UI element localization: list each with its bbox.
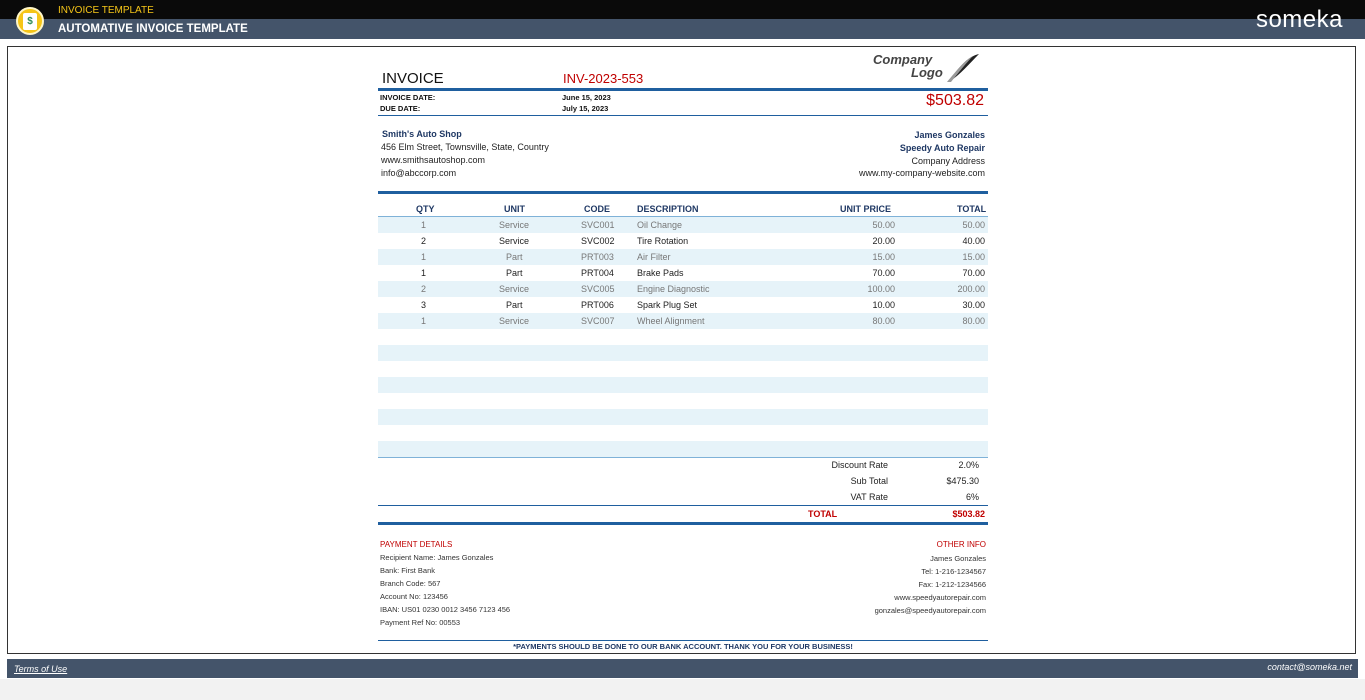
cell-qty: 3: [421, 300, 427, 310]
cell-total: 30.00: [962, 300, 985, 310]
other-fax: Fax: 1-212-1234566: [918, 580, 986, 589]
payment-branch: Branch Code: 567: [380, 579, 441, 588]
col-header-unit-price: UNIT PRICE: [840, 204, 892, 214]
client-website: www.my-company-website.com: [858, 168, 985, 178]
cell-unit-price: 15.00: [872, 252, 895, 262]
invoice-date-value: June 15, 2023: [562, 93, 611, 102]
payment-details-heading: PAYMENT DETAILS: [380, 540, 453, 549]
table-row[interactable]: [378, 249, 988, 265]
cell-description: Tire Rotation: [637, 236, 689, 246]
cell-description: Air Filter: [637, 252, 671, 262]
subtotal-label: Sub Total: [850, 476, 888, 486]
cell-total: 15.00: [962, 252, 985, 262]
empty-row[interactable]: [378, 393, 988, 409]
cell-unit-price: 80.00: [872, 316, 895, 326]
someka-brand-logo[interactable]: someka: [1255, 6, 1343, 33]
cell-qty: 1: [421, 252, 427, 262]
cell-description: Brake Pads: [637, 268, 684, 278]
client-address: Company Address: [911, 156, 985, 166]
cell-code: SVC001: [581, 220, 615, 230]
table-row[interactable]: [378, 233, 988, 249]
invoice-app-icon: [16, 7, 44, 35]
other-tel: Tel: 1-216-1234567: [921, 567, 986, 576]
seller-website: www.smithsautoshop.com: [381, 155, 486, 165]
table-row[interactable]: [378, 217, 988, 233]
invoice-heading: INVOICE: [382, 70, 444, 87]
cell-unit-price: 50.00: [872, 220, 895, 230]
discount-value[interactable]: 2.0%: [958, 460, 979, 470]
cell-unit: Service: [499, 284, 530, 294]
discount-label: Discount Rate: [831, 460, 888, 470]
col-header-description: DESCRIPTION: [637, 204, 699, 214]
sheet-tab-area: [0, 679, 1365, 700]
cell-total: 70.00: [962, 268, 985, 278]
col-header-code: CODE: [584, 204, 611, 214]
footer-divider: [378, 640, 988, 641]
header-divider: [378, 88, 988, 91]
seller-name: Smith's Auto Shop: [382, 129, 462, 139]
cell-unit: Service: [499, 220, 530, 230]
cell-code: SVC005: [581, 284, 615, 294]
other-email: gonzales@speedyautorepair.com: [874, 606, 986, 615]
company-logo-text-2: Logo: [911, 65, 943, 80]
total-label: TOTAL: [808, 509, 838, 519]
cell-qty: 1: [421, 220, 427, 230]
other-name: James Gonzales: [930, 554, 986, 563]
vat-value[interactable]: 6%: [965, 492, 979, 502]
cell-code: PRT006: [581, 300, 614, 310]
cell-description: Oil Change: [637, 220, 683, 230]
table-row[interactable]: [378, 313, 988, 329]
app-header-top: [0, 0, 1365, 19]
cell-code: PRT004: [581, 268, 614, 278]
seller-email: info@abccorp.com: [381, 168, 457, 178]
other-info-heading: OTHER INFO: [936, 540, 986, 549]
table-row[interactable]: [378, 281, 988, 297]
due-date-value: July 15, 2023: [562, 104, 609, 113]
cell-code: SVC002: [581, 236, 615, 246]
dollar-document-icon: $: [23, 13, 37, 30]
empty-row[interactable]: [378, 329, 988, 345]
payment-note: *PAYMENTS SHOULD BE DONE TO OUR BANK ACCOUNT. THANK YOU FOR YOUR BUSINESS!: [513, 642, 853, 651]
due-date-label: DUE DATE:: [380, 104, 421, 113]
other-website: www.speedyautorepair.com: [894, 593, 986, 602]
contact-email-link[interactable]: contact@someka.net: [1267, 662, 1352, 672]
total-value: $503.82: [952, 509, 985, 519]
col-header-total: TOTAL: [957, 204, 987, 214]
empty-row[interactable]: [378, 441, 988, 457]
invoice-number: INV-2023-553: [563, 71, 644, 86]
payment-account: Account No: 123456: [380, 592, 448, 601]
cell-unit: Service: [499, 316, 530, 326]
payment-iban: IBAN: US01 0230 0012 3456 7123 456: [380, 605, 511, 614]
cell-total: 40.00: [962, 236, 985, 246]
empty-row[interactable]: [378, 345, 988, 361]
table-row[interactable]: [378, 265, 988, 281]
summary-divider: [378, 505, 988, 506]
client-company: Speedy Auto Repair: [899, 143, 985, 153]
cell-total: 200.00: [957, 284, 985, 294]
app-subtitle: INVOICE TEMPLATE: [58, 5, 154, 16]
col-header-unit: UNIT: [504, 204, 525, 214]
cell-total: 80.00: [962, 316, 985, 326]
cell-unit-price: 70.00: [872, 268, 895, 278]
logo-swoosh-icon: [943, 52, 981, 84]
payment-bank: Bank: First Bank: [380, 566, 436, 575]
total-divider: [378, 522, 988, 525]
cell-code: SVC007: [581, 316, 615, 326]
cell-code: PRT003: [581, 252, 614, 262]
cell-unit-price: 100.00: [867, 284, 895, 294]
vat-label: VAT Rate: [850, 492, 888, 502]
empty-row[interactable]: [378, 425, 988, 441]
cell-qty: 2: [421, 236, 427, 246]
col-header-qty: QTY: [416, 204, 435, 214]
company-logo-text-1: Company: [873, 52, 933, 67]
cell-description: Spark Plug Set: [637, 300, 698, 310]
cell-unit-price: 20.00: [872, 236, 895, 246]
invoice-grand-total: $503.82: [926, 92, 984, 109]
company-logo: [871, 52, 983, 86]
cell-description: Engine Diagnostic: [637, 284, 710, 294]
cell-total: 50.00: [962, 220, 985, 230]
app-footer-bar: [7, 659, 1358, 678]
table-bottom-divider: [378, 457, 988, 458]
payment-ref: Payment Ref No: 00553: [380, 618, 461, 627]
client-name: James Gonzales: [914, 130, 985, 140]
payment-recipient: Recipient Name: James Gonzales: [380, 553, 494, 562]
app-title: AUTOMATIVE INVOICE TEMPLATE: [58, 23, 248, 35]
date-divider: [378, 115, 988, 116]
empty-row[interactable]: [378, 409, 988, 425]
terms-of-use-link[interactable]: Terms of Use: [14, 664, 68, 674]
cell-description: Wheel Alignment: [637, 316, 705, 326]
cell-unit: Part: [506, 252, 523, 262]
seller-address: 456 Elm Street, Townsville, State, Country: [381, 142, 549, 152]
subtotal-value: $475.30: [946, 476, 979, 486]
table-top-divider: [378, 191, 988, 194]
cell-unit: Service: [499, 236, 530, 246]
cell-qty: 1: [421, 268, 427, 278]
empty-row[interactable]: [378, 361, 988, 377]
invoice-date-label: INVOICE DATE:: [380, 93, 436, 102]
cell-qty: 1: [421, 316, 427, 326]
table-row[interactable]: [378, 297, 988, 313]
empty-row[interactable]: [378, 377, 988, 393]
cell-unit: Part: [506, 268, 523, 278]
cell-qty: 2: [421, 284, 427, 294]
cell-unit: Part: [506, 300, 523, 310]
cell-unit-price: 10.00: [872, 300, 895, 310]
